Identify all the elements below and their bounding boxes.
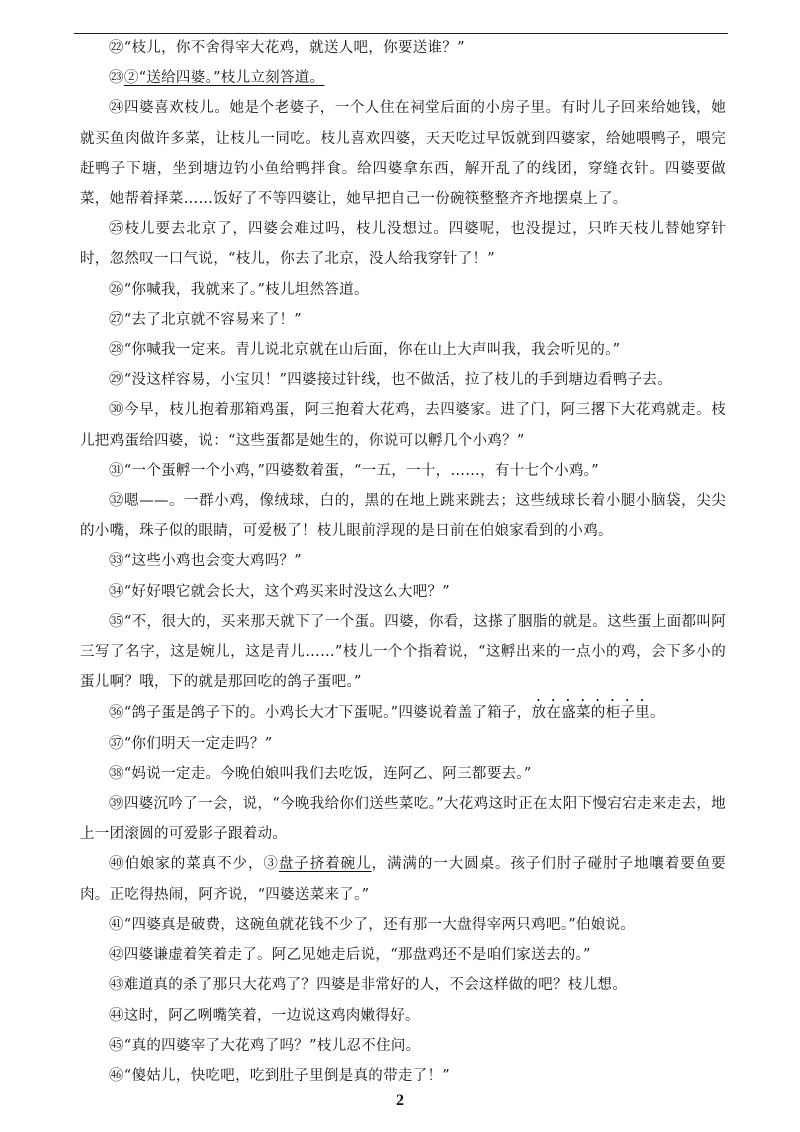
paragraph-27: ㉗“去了北京就不容易来了！” (109, 311, 303, 328)
paragraph-43: ㊸难道真的杀了那只大花鸡了？四婆是非常好的人，不会这样做的吧？枝儿想。 (109, 977, 627, 994)
paragraph-41: ㊶“四婆真是破费，这碗鱼就花钱不少了，还有那一大盘得宰两只鸡吧。”伯娘说。 (109, 916, 636, 933)
paragraph-36: ㊱“鸽子蛋是鸽子下的。小鸡长大才下蛋呢。”四婆说着盖了箱子，放在盛菜的柜子里。 (109, 705, 665, 722)
paragraph-29: ㉙“没这样容易，小宝贝！”四婆接过针线，也不做活，拉了枝儿的手到塘边看鸭子去。 (109, 372, 673, 389)
dotted-emphasis-phrase: 放在盛菜的柜子里 (531, 705, 650, 722)
paragraph-35: ㉟“不，很大的，买来那天就下了一个蛋。四婆，你看，这搽了胭脂的就是。这些蛋上面都叫阿三写了名字，这是婉儿，这是青儿……”枝儿一个个指着说，“这孵出来的一点小的鸡，会下多小的蛋儿啊？哦，下的就是那回吃的鸽子蛋吧。” (80, 613, 726, 691)
paragraph-40: ㊵伯娘家的菜真不少，③盘子挤着碗儿，满满的一大圆桌。孩子们肘子碰肘子地嚷着要鱼要肉。正吃得热闹，阿齐说，“四婆送菜来了。” (80, 856, 726, 903)
underlined-phrase-3: 盘子挤着碗儿 (278, 856, 372, 873)
paragraph-24: ㉔四婆喜欢枝儿。她是个老婆子，一个人住在祠堂后面的小房子里。有时儿子回来给她钱，她就买鱼肉做许多菜，让枝儿一同吃。枝儿喜欢四婆，天天吃过早饭就到四婆家，给她喂鸭子，喂完赶鸭子下塘，坐到塘边钓小鱼给鸭拌食。给四婆拿东西，解开乱了的线团，穿缝衣针。四婆要做菜，她帮着择菜……饭好了不等四婆让，她早把自己一份碗筷整整齐齐地摆桌上了。 (80, 100, 726, 208)
paragraph-37: ㊲“你们明天一定走吗？” (109, 735, 273, 752)
paragraph-45: ㊺“真的四婆宰了大花鸡了吗？”枝儿忍不住问。 (109, 1037, 421, 1054)
paragraph-31: ㉛“一个蛋孵一个小鸡，”四婆数着蛋，“一五，一十，……，有十七个小鸡。” (109, 462, 599, 479)
article-body (80, 33, 726, 1091)
paragraph-28: ㉘“你喊我一定来。青儿说北京就在山后面，你在山上大声叫我，我会听见的。” (109, 342, 621, 359)
paragraph-34: ㉞“好好喂它就会长大，这个鸡买来时没这么大吧？” (109, 583, 451, 600)
paragraph-42: ㊷四婆谦虚着笑着走了。阿乙见她走后说，“那盘鸡还不是咱们家送去的。” (109, 947, 591, 964)
paragraph-32: ㉜嗯——。一群小鸡，像绒球，白的，黑的在地上跳来跳去；这些绒球长着小腿小脑袋，尖尖的小嘴，珠子似的眼睛，可爱极了！枝儿眼前浮现的是日前在伯娘家看到的小鸡。 (80, 493, 726, 540)
paragraph-33: ㉝“这些小鸡也会变大鸡吗？” (109, 553, 303, 570)
paragraph-26: ㉖“你喊我，我就来了。”枝儿坦然答道。 (109, 281, 369, 298)
paragraph-38: ㊳“妈说一定走。今晚伯娘叫我们去吃饭，连阿乙、阿三都要去。” (109, 765, 532, 782)
paragraph-30: ㉚今早，枝儿抱着那箱鸡蛋，阿三抱着大花鸡，去四婆家。进了门，阿三撂下大花鸡就走。枝儿把鸡蛋给四婆，说：“这些蛋都是她生的，你说可以孵几个小鸡？” (80, 402, 726, 449)
page-number: 2 (396, 1092, 404, 1109)
paragraph-44: ㊹这时，阿乙咧嘴笑着，一边说这鸡肉嫩得好。 (109, 1007, 420, 1024)
paragraph-46: ㊻“傻姑儿，快吃吧，吃到肚子里倒是真的带走了！” (109, 1067, 451, 1084)
paragraph-22: ㉒“枝儿，你不舍得宰大花鸡，就送人吧，你要送谁？” (109, 40, 465, 56)
underlined-sentence-2: ②“送给四婆。”枝儿立刻答道。 (123, 70, 325, 87)
paragraph-39: ㊴四婆沉吟了一会，说，“今晚我给你们送些菜吃。”大花鸡这时正在太阳下慢宕宕走来走去，地上一团滚圆的可爱影子跟着动。 (80, 796, 726, 843)
paragraph-25: ㉕枝儿要去北京了，四婆会难过吗，枝儿没想过。四婆呢，也没提过，只昨天枝儿替她穿针时，忽然叹一口气说，“枝儿，你去了北京，没人给我穿针了！” (80, 221, 726, 268)
paragraph-23: ㉓②“送给四婆。”枝儿立刻答道。 (109, 70, 325, 87)
